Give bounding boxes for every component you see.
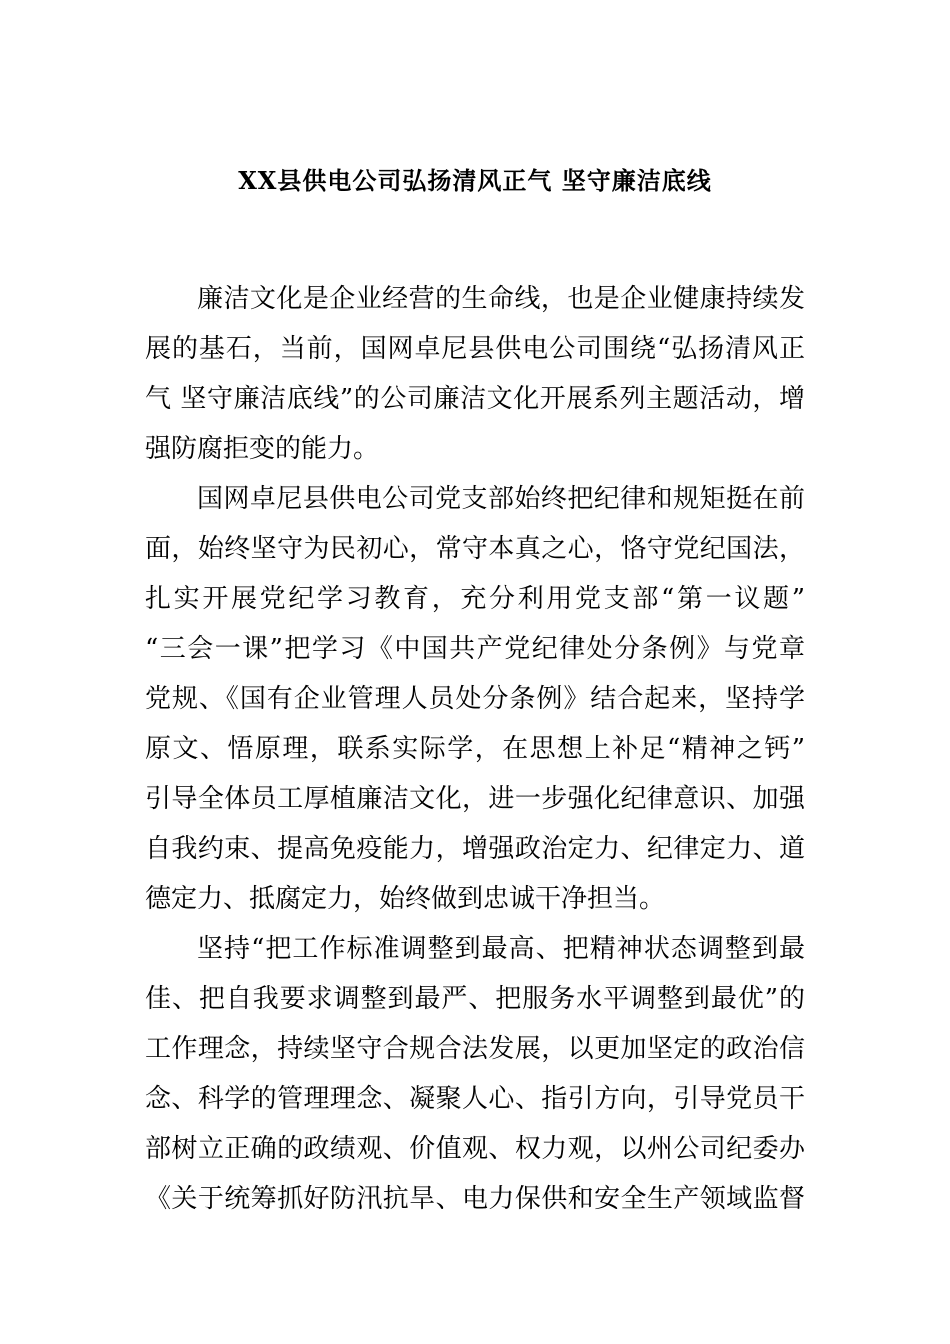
text-line: 廉洁文化是企业经营的生命线，也是企业健康持续发 bbox=[197, 284, 805, 314]
text-line: 党规、《国有企业管理人员处分条例》结合起来，坚持学 bbox=[145, 684, 805, 714]
text-line: 工作理念，持续坚守合规合法发展，以更加坚定的政治信 bbox=[145, 1034, 805, 1064]
text-line: 佳、把自我要求调整到最严、把服务水平调整到最优”的 bbox=[145, 984, 805, 1014]
text-line: 引导全体员工厚植廉洁文化，进一步强化纪律意识、加强 bbox=[145, 784, 805, 814]
paragraph-1 bbox=[145, 274, 805, 474]
text-line: 展的基石，当前，国网卓尼县供电公司围绕“弘扬清风正 bbox=[145, 334, 805, 364]
document-body bbox=[145, 274, 805, 1224]
paragraph-2 bbox=[145, 474, 805, 924]
text-line: 德定力、抵腐定力，始终做到忠诚干净担当。 bbox=[145, 884, 666, 914]
text-line: 国网卓尼县供电公司党支部始终把纪律和规矩挺在前 bbox=[197, 484, 805, 514]
text-line: 扎实开展党纪学习教育，充分利用党支部“第一议题” bbox=[145, 584, 805, 614]
text-line: 强防腐拒变的能力。 bbox=[145, 434, 380, 464]
text-line: 面，始终坚守为民初心，常守本真之心，恪守党纪国法， bbox=[145, 534, 805, 564]
text-line: “三会一课”把学习《中国共产党纪律处分条例》与党章 bbox=[145, 634, 805, 664]
text-line: 坚持“把工作标准调整到最高、把精神状态调整到最 bbox=[197, 934, 805, 964]
paragraph-3 bbox=[145, 924, 805, 1224]
text-line: 部树立正确的政绩观、价值观、权力观，以州公司纪委办 bbox=[145, 1134, 805, 1164]
text-line: 原文、悟原理，联系实际学，在思想上补足“精神之钙” bbox=[145, 734, 805, 764]
document-title: XX县供电公司弘扬清风正气 坚守廉洁底线 bbox=[238, 166, 712, 195]
text-line: 《关于统筹抓好防汛抗旱、电力保供和安全生产领域监督 bbox=[145, 1184, 805, 1214]
text-line: 念、科学的管理理念、凝聚人心、指引方向，引导党员干 bbox=[145, 1084, 805, 1114]
text-line: 气 坚守廉洁底线”的公司廉洁文化开展系列主题活动，增 bbox=[145, 384, 805, 414]
text-line: 自我约束、提高免疫能力，增强政治定力、纪律定力、道 bbox=[145, 834, 805, 864]
